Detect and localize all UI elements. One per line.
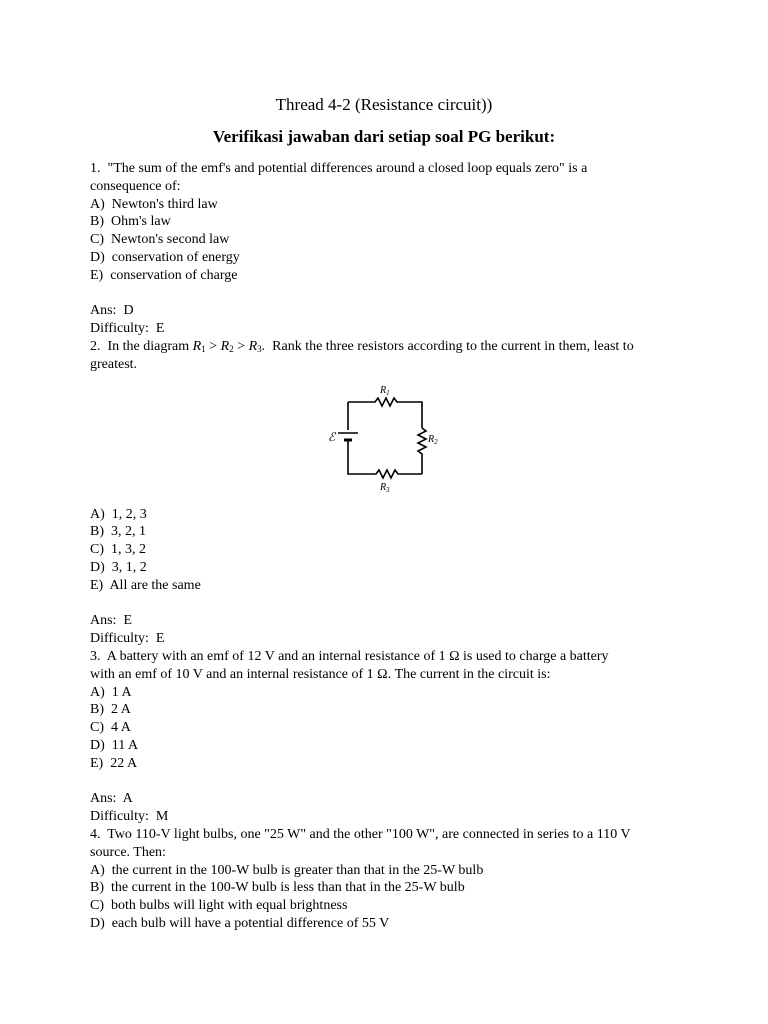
question-4-text: 4. Two 110-V light bulbs, one "25 W" and the other "100 W", are connected in series to a 110 V <box>90 826 631 842</box>
question-2-option-d: D) 3, 1, 2 <box>90 559 147 575</box>
question-1 <box>90 160 690 338</box>
r2-label: $R_2$ <box>428 433 438 446</box>
question-2-option-e: E) All are the same <box>90 577 201 593</box>
question-3-option-e: E) 22 A <box>90 755 138 771</box>
question-2-option-c: C) 1, 3, 2 <box>90 542 146 558</box>
question-1-text-cont: consequence of: <box>90 178 181 194</box>
question-1-difficulty: Difficulty: E <box>90 321 165 337</box>
r1-label: $R_1$ <box>380 384 390 397</box>
circuit-diagram <box>90 380 690 498</box>
question-3-option-a: A) 1 A <box>90 684 132 700</box>
right-wire <box>418 428 426 474</box>
question-2 <box>90 338 690 648</box>
question-1-option-a: A) Newton's third law <box>90 196 218 212</box>
question-3-option-d: D) 11 A <box>90 737 139 753</box>
question-2-option-a: A) 1, 2, 3 <box>90 506 147 522</box>
question-2-difficulty: Difficulty: E <box>90 631 165 647</box>
question-3-difficulty: Difficulty: M <box>90 809 169 825</box>
question-3-text: 3. A battery with an emf of 12 V and an internal resistance of 1 Ω is used to charge a battery <box>90 648 609 664</box>
question-list <box>90 160 690 933</box>
bottom-wire <box>348 444 422 478</box>
question-4 <box>90 826 690 933</box>
question-2-answer: Ans: E <box>90 613 132 629</box>
question-1-option-d: D) conservation of energy <box>90 249 240 265</box>
question-3-option-c: C) 4 A <box>90 720 131 736</box>
question-3-answer: Ans: A <box>90 791 133 807</box>
question-1-option-c: C) Newton's second law <box>90 232 230 248</box>
question-3 <box>90 648 690 826</box>
question-4-option-c: C) both bulbs will light with equal brightness <box>90 898 348 914</box>
question-3-option-b: B) 2 A <box>90 702 131 718</box>
r3-label: $R_3$ <box>380 481 390 494</box>
question-2-text-cont: greatest. <box>90 356 138 372</box>
circuit-svg <box>320 380 460 498</box>
question-1-answer: Ans: D <box>90 303 134 319</box>
question-1-option-e: E) conservation of charge <box>90 267 238 283</box>
emf-label: ℰ <box>328 429 336 444</box>
question-2-option-b: B) 3, 2, 1 <box>90 524 146 540</box>
question-4-text-cont: source. Then: <box>90 844 166 860</box>
question-1-option-b: B) Ohm's law <box>90 214 171 230</box>
page-subtitle: Verifikasi jawaban dari setiap soal PG berikut: <box>212 127 556 146</box>
question-3-text-cont: with an emf of 10 V and an internal resistance of 1 Ω. The current in the circuit is: <box>90 666 551 682</box>
question-4-option-b: B) the current in the 100-W bulb is less than that in the 25-W bulb <box>90 880 465 896</box>
question-2-text: 2. In the diagram $R_1 > R_2 > R_3$. Rank the three resistors according to the current in them, least to <box>90 338 634 354</box>
top-wire <box>348 398 422 428</box>
question-4-option-a: A) the current in the 100-W bulb is greater than that in the 25-W bulb <box>90 862 484 878</box>
page-title: Thread 4-2 (Resistance circuit)) <box>275 95 493 114</box>
question-1-text: 1. "The sum of the emf's and potential differences around a closed loop equals zero" is a <box>90 161 588 176</box>
question-4-option-d: D) each bulb will have a potential difference of 55 V <box>90 915 390 931</box>
